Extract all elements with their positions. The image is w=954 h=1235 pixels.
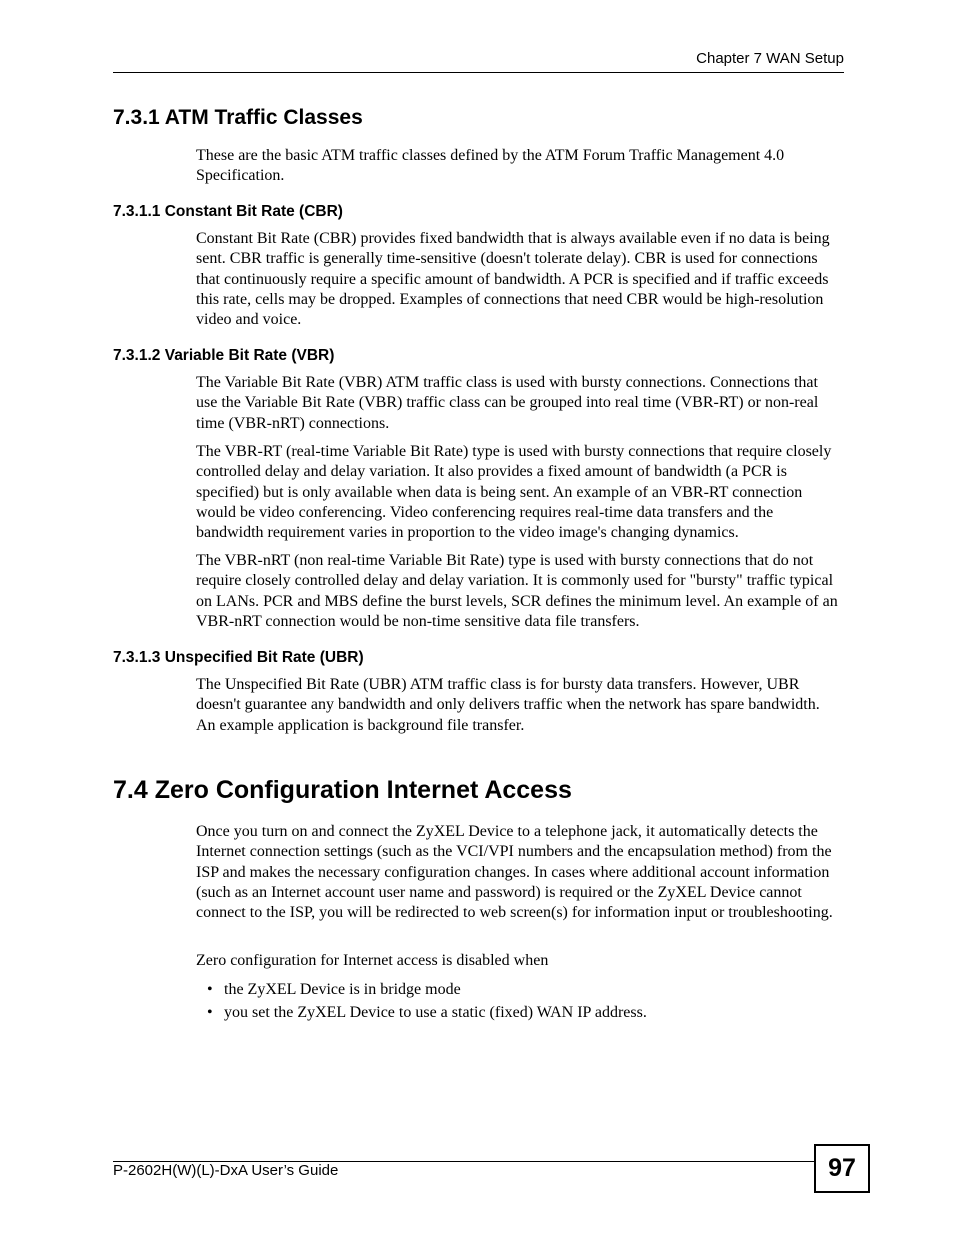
vbr-paragraph-2: The VBR-RT (real-time Variable Bit Rate) type is used with bursty connections that require closely controlled delay and delay variation. It also provides a fixed amount of bandwidth (a PCR is specified) but is only available when data is being sent. An example of an VBR-RT connection would be video conferencing. Video conferencing requires real-time data transfers and the bandwidth requirement varies in proportion to the video image's changing dynamics.: [196, 443, 832, 542]
list-item: [196, 1001, 842, 1024]
section-title-zero-configuration: 7.4 Zero Configuration Internet Access: [113, 776, 572, 804]
subsection-title-ubr: 7.3.1.3 Unspecified Bit Rate (UBR): [113, 649, 364, 666]
vbr-paragraph-1: The Variable Bit Rate (VBR) ATM traffic class is used with bursty connections. Connections that use the Variable Bit Rate (VBR) traffic class can be grouped into real time (VBR-RT) or non-real time (VBR-nRT) connections.: [196, 374, 819, 432]
zero-config-paragraph-1: Once you turn on and connect the ZyXEL Device to a telephone jack, it automatically detects the Internet connection settings (such as the VCI/VPI numbers and the encapsulation method) from the ISP and makes the necessary configuration changes. In cases where additional account information (such as an Internet account user name and password) is required or the ZyXEL Device cannot connect to the ISP, you will be redirected to web screen(s) for information input or troubleshooting.: [196, 823, 833, 922]
disabled-conditions-list: [196, 978, 842, 1024]
vbr-paragraph-3: The VBR-nRT (non real-time Variable Bit Rate) type is used with bursty connections that do not require closely controlled delay and delay variation. It is commonly used for "bursty" traffic typical on LANs. PCR and MBS define the burst levels, SCR defines the minimum level. An example of an VBR-nRT connection would be non-time sensitive data file transfers.: [196, 552, 838, 630]
page-number-value: 97: [828, 1154, 856, 1182]
cbr-paragraph: Constant Bit Rate (CBR) provides fixed bandwidth that is always available even if no data is being sent. CBR traffic is generally time-sensitive (doesn't tolerate delay). CBR is used for connections that continuously require a specific amount of bandwidth. A PCR is specified and if traffic exceeds this rate, cells may be dropped. Examples of connections that need CBR would be high-resolution video and voice.: [196, 230, 830, 329]
running-header: [113, 50, 844, 73]
subsection-title-cbr: 7.3.1.1 Constant Bit Rate (CBR): [113, 203, 343, 220]
chapter-title: Chapter 7 WAN Setup: [696, 50, 844, 67]
section-title-atm-traffic-classes: 7.3.1 ATM Traffic Classes: [113, 106, 363, 129]
atm-intro-paragraph: These are the basic ATM traffic classes defined by the ATM Forum Traffic Management 4.0 Specification.: [196, 147, 785, 185]
list-item-text: the ZyXEL Device is in bridge mode: [224, 981, 461, 998]
subsection-title-vbr: 7.3.1.2 Variable Bit Rate (VBR): [113, 347, 335, 364]
list-item-text: you set the ZyXEL Device to use a static (fixed) WAN IP address.: [224, 1004, 647, 1021]
footer-guide-name: P-2602H(W)(L)-DxA User’s Guide: [113, 1162, 339, 1179]
bullet-icon: •: [207, 981, 213, 998]
ubr-paragraph: The Unspecified Bit Rate (UBR) ATM traffic class is for bursty data transfers. However, UBR doesn't guarantee any bandwidth and only delivers traffic when the network has spare bandwidth. An example application is background file transfer.: [196, 676, 820, 734]
bullet-icon: •: [207, 1004, 213, 1021]
page-number: [814, 1144, 870, 1193]
zero-config-paragraph-2: Zero configuration for Internet access is disabled when: [196, 952, 549, 969]
list-item: [196, 978, 842, 1001]
